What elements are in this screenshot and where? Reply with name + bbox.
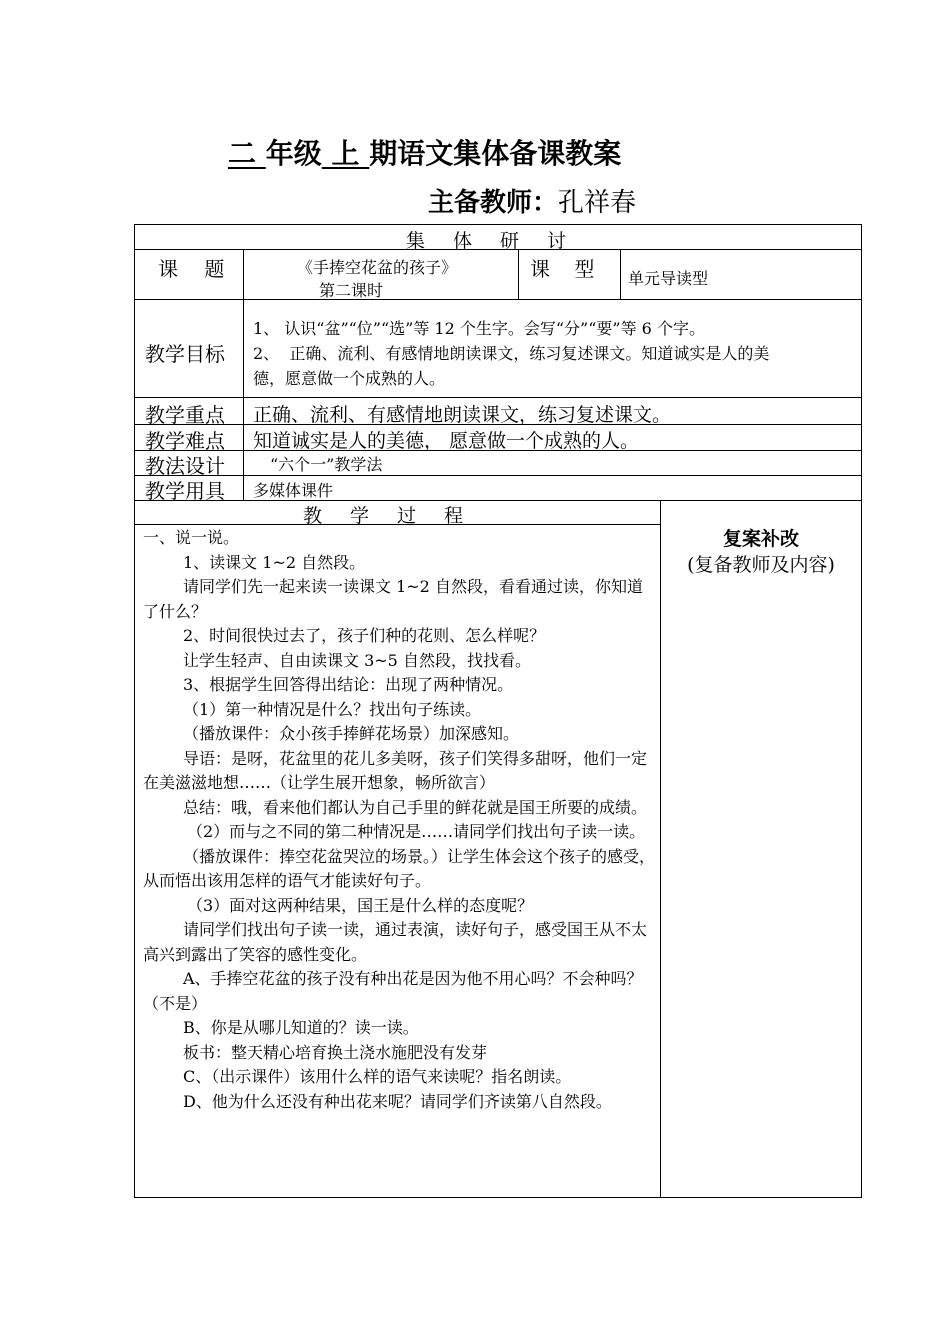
process-line: A、手捧空花盆的孩子没有种出花是因为他不用心吗？不会种吗？（不是）: [143, 969, 643, 1013]
process-line: 让学生轻声、自由读课文 3~5 自然段，找找看。: [183, 650, 531, 670]
process-line: 导语：是呀，花盆里的花儿多美呀，孩子们笑得多甜呀，他们一定在美滋滋地想……（让学生展开想象，畅所欲言）: [143, 748, 648, 792]
process-line: 一、说一说。: [143, 528, 240, 547]
process-line: 2、时间很快过去了，孩子们种的花则、怎么样呢？: [183, 626, 546, 645]
goals-line-3: 德，愿意做一个成熟的人。: [253, 369, 446, 388]
revision-title: 复案补改: [722, 528, 799, 550]
process-line: 请同学们找出句子读一读，通过表演，读好句子，感受国王从不太高兴到露出了笑容的感性变化。: [143, 920, 648, 964]
title-rest: 期语文集体备课教案: [369, 137, 622, 170]
goals-line-2: 2、 正确、流利、有感情地朗读课文，练习复述课文。知道诚实是人的美: [253, 344, 770, 363]
title-grade: 二: [228, 137, 266, 170]
process-line: 请同学们先一起来读一读课文 1~2 自然段，看看通过读，你知道了什么？: [143, 577, 643, 621]
process-line: （2）而与之不同的第二种情况是……请同学们找出句子读一读。: [187, 822, 646, 841]
process-line: （播放课件：捧空花盆哭泣的场景。）让学生体会这个孩子的感受，从而悟出该用怎样的语气才能读好句子。: [143, 846, 656, 890]
col-divider: [243, 249, 244, 500]
tools-value: 多媒体课件: [253, 481, 334, 500]
difficulty-value: 知道诚实是人的美德， 愿意做一个成熟的人。: [253, 430, 640, 452]
process-body: [143, 526, 655, 1114]
type-value: 单元导读型: [628, 269, 709, 288]
method-label: 教法设计: [145, 454, 225, 478]
title-term: 上: [321, 137, 370, 170]
topic-period: 第二课时: [319, 281, 384, 300]
process-line: 总结：哦，看来他们都认为自己手里的鲜花就是国王所要的成绩。: [183, 797, 648, 817]
teacher-name: 孔祥春: [558, 188, 637, 218]
col-divider: [660, 500, 661, 1197]
focus-label: 教学重点: [145, 403, 225, 427]
type-label: 课 型: [530, 257, 595, 281]
col-divider: [518, 249, 519, 299]
lead-teacher-line: [428, 182, 636, 219]
process-line: D、他为什么还没有种出花来呢？请同学们齐读第八自然段。: [183, 1091, 612, 1111]
teacher-separator: ：: [532, 188, 559, 218]
tools-label: 教学用具: [145, 479, 225, 503]
difficulty-label: 教学难点: [145, 429, 225, 453]
topic-title: 《手捧空花盆的孩子》: [297, 258, 458, 277]
goals-line-1: 1、 认识“盆”“位”“选”等 12 个生字。会写“分”“要”等 6 个字。: [253, 319, 705, 338]
process-line: C、（出示课件）该用什么样的语气来读呢？指名朗读。: [183, 1067, 572, 1086]
title-grade-suffix: 年级: [265, 137, 322, 170]
col-divider: [620, 249, 621, 299]
teacher-label: 主备教师: [428, 188, 533, 218]
topic-label: 课 题: [158, 257, 225, 281]
process-line: 3、根据学生回答得出结论：出现了两种情况。: [183, 675, 514, 694]
process-line: B、你是从哪儿知道的？读一读。: [183, 1018, 419, 1037]
focus-value: 正确、流利、有感情地朗读课文，练习复述课文。: [253, 404, 672, 426]
revision-subtitle: (复备教师及内容): [687, 554, 835, 576]
document-title: [228, 132, 621, 172]
process-line: （播放课件：众小孩手捧鲜花场景）加深感知。: [183, 724, 520, 743]
process-header: 教学过程: [303, 505, 492, 527]
method-value: “六个一”教学法: [270, 455, 383, 474]
process-line: （1）第一种情况是什么？找出句子练读。: [183, 699, 482, 719]
section-header: 集体研讨: [406, 230, 595, 252]
goals-label: 教学目标: [145, 342, 225, 366]
process-line: 板书：整天精心培育换土浇水施肥没有发芽: [183, 1042, 488, 1062]
process-line: 1、读课文 1~2 自然段。: [183, 552, 366, 572]
row-divider: [134, 500, 862, 501]
process-line: （3）面对这两种结果，国王是什么样的态度呢？: [187, 895, 534, 915]
